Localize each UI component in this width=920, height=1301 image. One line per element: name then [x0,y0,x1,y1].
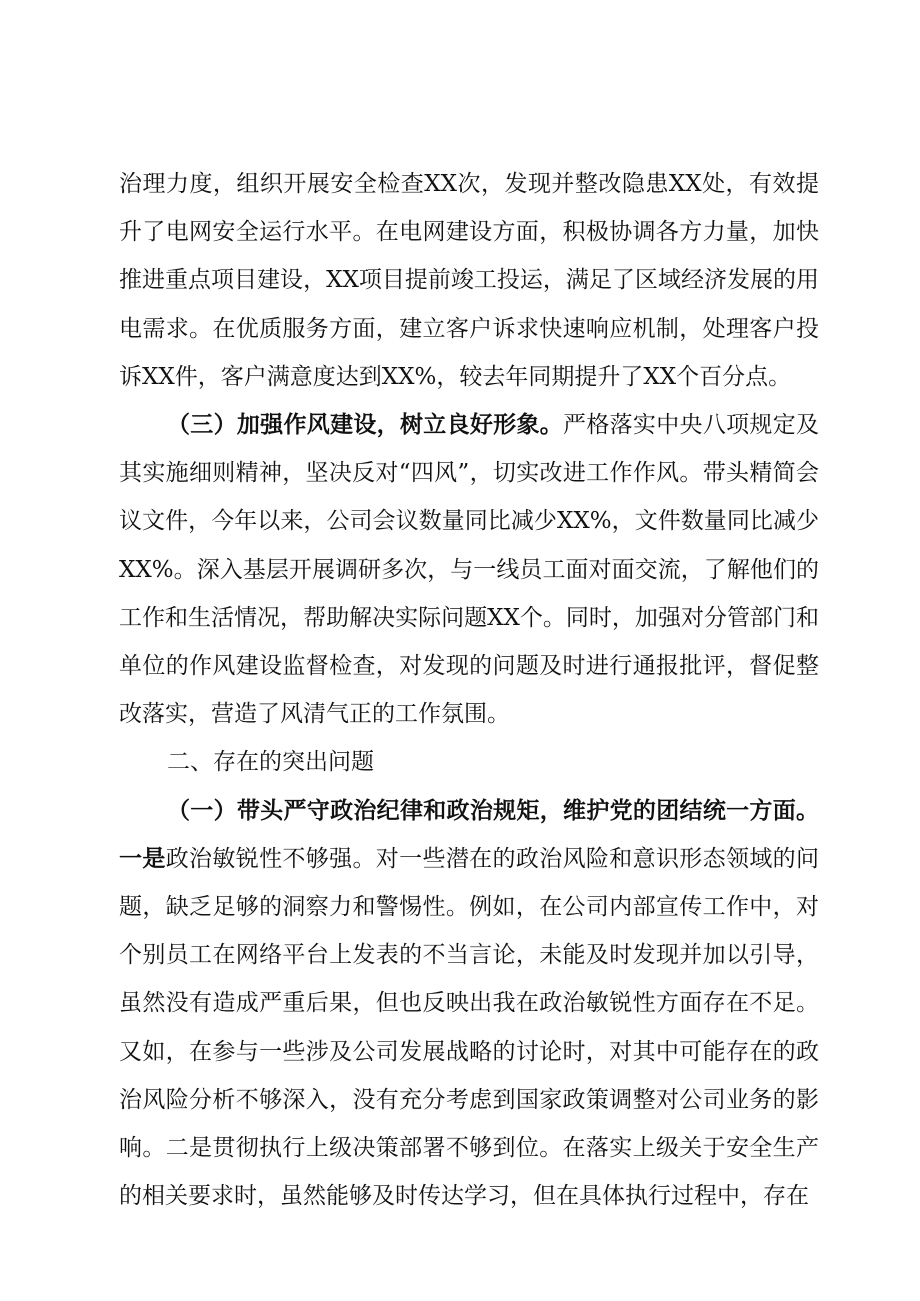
paragraph-text: 治理力度，组织开展安全检查XX次，发现并整改隐患XX处，有效提升了电网安全运行水平。在电网建设方面，积极协调各方力量，加快推进重点项目建设，XX项目提前竣工投运，满足了区域经济发展的用电需求。在优质服务方面，建立客户诉求快速响应机制，处理客户投诉XX件，客户满意度达到XX%，较去年同期提升了XX个百分点。 [119,171,819,390]
document-body [119,160,819,1220]
section-heading: 二、存在的突出问题 [167,749,374,776]
paragraph-text: 严格落实中央八项规定及其实施细则精神，坚决反对“四风”，切实改进工作作风。带头精简会议文件，今年以来，公司会议数量同比减少XX%，文件数量同比减少XX%。深入基层开展调研多次，与一线员工面对面交流，了解他们的工作和生活情况，帮助解决实际问题XX个。同时，加强对分管部门和单位的作风建设监督检查，对发现的问题及时进行通报批评，督促整改落实，营造了风清气正的工作氛围。 [119,412,820,728]
subheading-text: （一）带头严守政治纪律和政治规矩，维护党的团结统一方面。 [167,796,819,824]
paragraph-text: 政治敏锐性不够强。对一些潜在的政治风险和意识形态领域的问题，缺乏足够的洞察力和警惕性。例如，在公司内部宣传工作中，对个别员工在网络平台上发表的不当言论，未能及时发现并加以引导，虽然没有造成严重后果，但也反映出我在政治敏锐性方面存在不足。又如，在参与一些涉及公司发展战略的讨论时，对其中可能存在的政治风险分析不够深入，没有充分考虑到国家政策调整对公司业务的影响。二是贯彻执行上级决策部署不够到位。在落实上级关于安全生产的相关要求时，虽然能够及时传达学习，但在具体执行过程中，存在 [119,845,820,1210]
subheading-political-discipline [119,787,819,1221]
paragraph-work-style [119,401,819,738]
item-marker-first: 一是 [119,844,166,872]
paragraph-safety-service [119,160,819,401]
subheading-work-style: （三）加强作风建设，树立良好形象。 [167,411,564,439]
